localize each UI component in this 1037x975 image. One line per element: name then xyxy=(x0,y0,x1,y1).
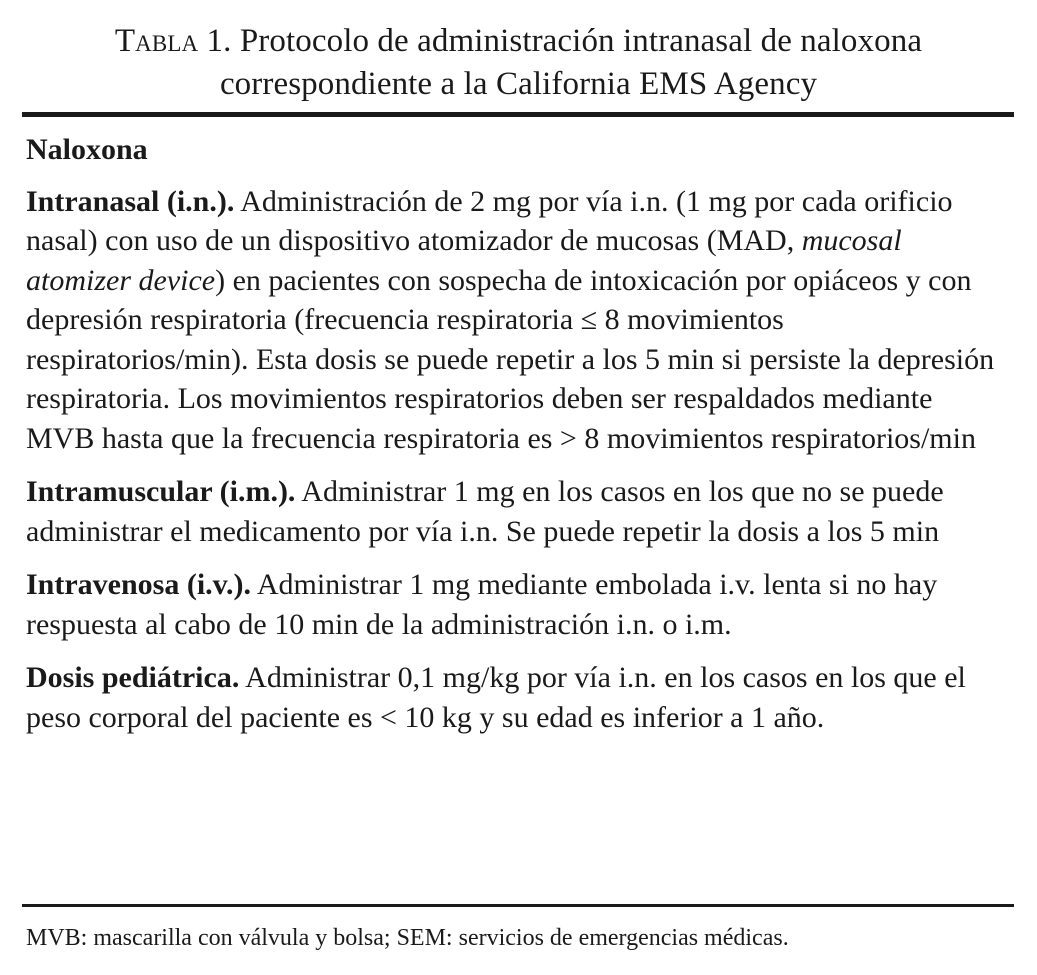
table-title xyxy=(0,20,1037,106)
table-body xyxy=(26,130,1011,751)
route-text: Administrar 0,1 mg/kg por vía i.n. en los casos en los que el peso corporal del paciente es < 10 kg y su edad es inferior a 1 año. xyxy=(26,661,966,734)
route-label: Dosis pediátrica. xyxy=(26,661,240,694)
bottom-rule xyxy=(22,904,1014,907)
route-intramuscular xyxy=(26,472,1011,551)
route-label: Intravenosa (i.v.). xyxy=(26,568,251,601)
title-line-1: Protocolo de administración intranasal de naloxona xyxy=(231,23,923,59)
title-line-2: correspondiente a la California EMS Agency xyxy=(219,66,818,102)
table-footnote: MVB: mascarilla con válvula y bolsa; SEM: servicios de emergencias médicas. xyxy=(26,925,789,951)
route-pediatric xyxy=(26,658,1011,737)
table-number: Tabla 1. xyxy=(114,23,232,59)
route-text: Administrar 1 mg en los casos en los que no se puede administrar el medicamento por vía i.n. Se puede repetir la dosis a los 5 min xyxy=(26,475,944,548)
drug-heading: Naloxona xyxy=(26,133,148,166)
route-text: ) en pacientes con sospecha de intoxicación por opiáceos y con depresión respiratoria (frecuencia respiratoria ≤ 8 movimientos respiratorios/min). Esta dosis se puede repetir a los 5 min si persiste la depresión respiratoria. Los movimientos respiratorios deben ser respaldados mediante MVB hasta que la frecuencia respiratoria es > 8 movimientos respiratorios/min xyxy=(26,263,995,455)
route-label: Intramuscular (i.m.). xyxy=(26,475,296,508)
route-text-italic: mucosal atomizer device xyxy=(26,224,902,297)
route-intranasal xyxy=(26,182,1001,459)
route-text: Administrar 1 mg mediante embolada i.v. lenta si no hay respuesta al cabo de 10 min de la administración i.n. o i.m. xyxy=(26,568,938,641)
route-label: Intranasal (i.n.). xyxy=(26,184,235,218)
route-intravenous xyxy=(26,565,1011,644)
route-text: Administración de 2 mg por vía i.n. (1 mg por cada orificio nasal) con uso de un dispositivo atomizador de mucosas (MAD, xyxy=(26,184,953,257)
top-rule xyxy=(22,112,1014,117)
